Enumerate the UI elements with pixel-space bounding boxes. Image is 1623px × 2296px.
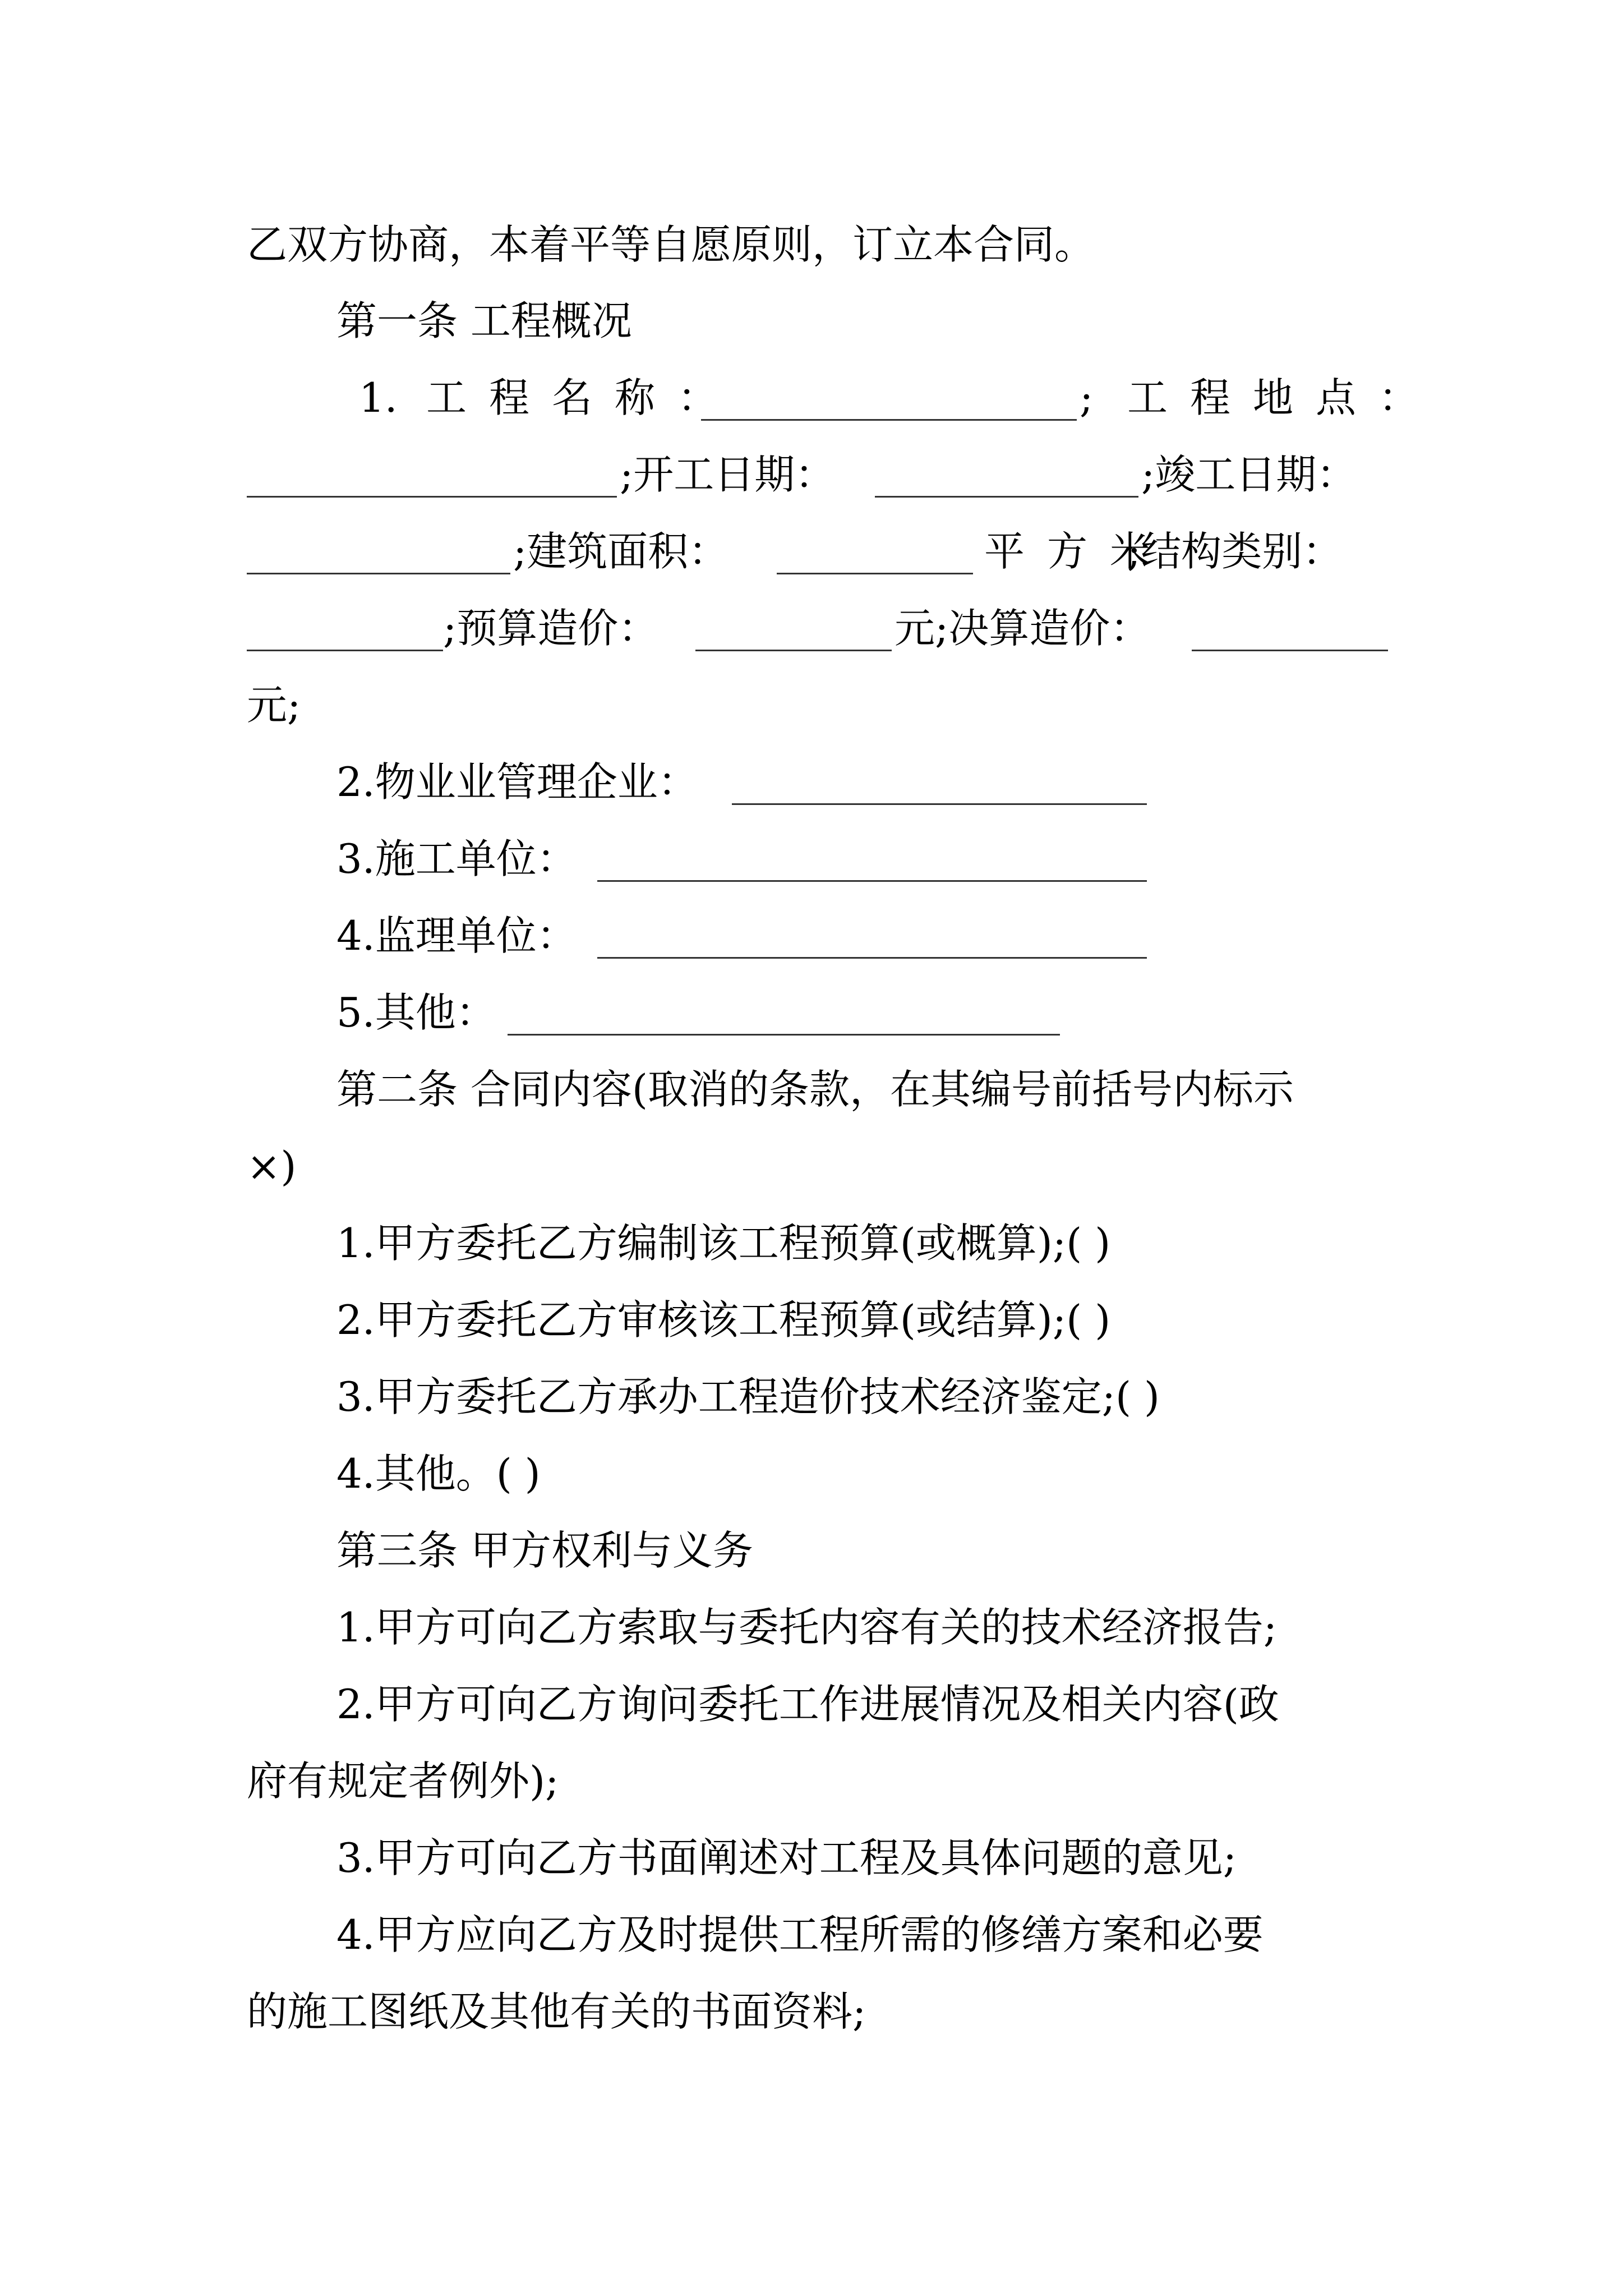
intro-text: 乙双方协商，本着平等自愿原则，订立本合同。 bbox=[247, 221, 1095, 268]
clause-appraisal: 3.甲方委托乙方承办工程造价技术经济鉴定;( ) bbox=[336, 1373, 1160, 1420]
project-name-label: 工程名称： bbox=[426, 374, 741, 421]
supervisor-label: 4.监理单位： bbox=[336, 912, 577, 959]
final-cost-label: 元;决算造价： bbox=[895, 605, 1151, 652]
supervisor-field[interactable] bbox=[597, 957, 1147, 959]
contractor-field[interactable] bbox=[597, 880, 1147, 882]
article-1-title: 第一条 工程概况 bbox=[336, 297, 632, 344]
duty-provide-materials-cont: 的施工图纸及其他有关的书面资料; bbox=[247, 1988, 866, 2035]
clause-budget-review: 2.甲方委托乙方审核该工程预算(或结算);( ) bbox=[336, 1296, 1111, 1343]
separator: ; bbox=[1080, 374, 1094, 421]
budget-cost-label: ;预算造价： bbox=[443, 605, 659, 652]
right-inquire-progress: 2.甲方可向乙方询问委托工作进展情况及相关内容(政 bbox=[336, 1681, 1279, 1728]
completion-date-field[interactable] bbox=[247, 573, 510, 574]
right-written-opinion: 3.甲方可向乙方书面阐述对工程及具体问题的意见; bbox=[336, 1834, 1237, 1881]
property-manager-field[interactable] bbox=[732, 803, 1147, 805]
structure-type-label: ;结构类别： bbox=[1127, 528, 1343, 575]
project-name-field[interactable] bbox=[701, 419, 1077, 421]
article-2-title: 第二条 合同内容(取消的条款，在其编号前括号内标示 bbox=[336, 1066, 1294, 1113]
budget-cost-field[interactable] bbox=[695, 650, 892, 651]
other-label: 5.其他： bbox=[336, 989, 496, 1036]
article-3-title: 第三条 甲方权利与义务 bbox=[336, 1527, 753, 1574]
floor-area-label: ;建筑面积： bbox=[513, 528, 729, 575]
final-cost-unit: 元; bbox=[247, 682, 301, 729]
project-location-field[interactable] bbox=[247, 496, 617, 498]
floor-area-field[interactable] bbox=[777, 573, 973, 574]
item-1-number: 1. bbox=[359, 374, 398, 421]
completion-date-label: ;竣工日期： bbox=[1141, 451, 1357, 498]
right-request-report: 1.甲方可向乙方索取与委托内容有关的技术经济报告; bbox=[336, 1604, 1277, 1651]
contractor-label: 3.施工单位： bbox=[336, 835, 577, 882]
clause-budget-prep: 1.甲方委托乙方编制该工程预算(或概算);( ) bbox=[336, 1220, 1111, 1267]
clause-other: 4.其他。( ) bbox=[336, 1450, 541, 1497]
property-manager-label: 2.物业业管理企业： bbox=[336, 758, 698, 806]
project-location-label: 工程地点： bbox=[1127, 374, 1442, 421]
article-2-title-cont: ×) bbox=[247, 1143, 297, 1190]
duty-provide-materials: 4.甲方应向乙方及时提供工程所需的修缮方案和必要 bbox=[336, 1911, 1264, 1958]
floor-area-unit: 平方米 bbox=[984, 528, 1173, 575]
other-field[interactable] bbox=[508, 1034, 1060, 1036]
start-date-field[interactable] bbox=[875, 496, 1138, 498]
structure-type-field[interactable] bbox=[247, 650, 443, 651]
final-cost-field[interactable] bbox=[1192, 650, 1388, 651]
start-date-label: ;开工日期： bbox=[620, 451, 836, 498]
right-inquire-progress-cont: 府有规定者例外); bbox=[247, 1757, 559, 1805]
